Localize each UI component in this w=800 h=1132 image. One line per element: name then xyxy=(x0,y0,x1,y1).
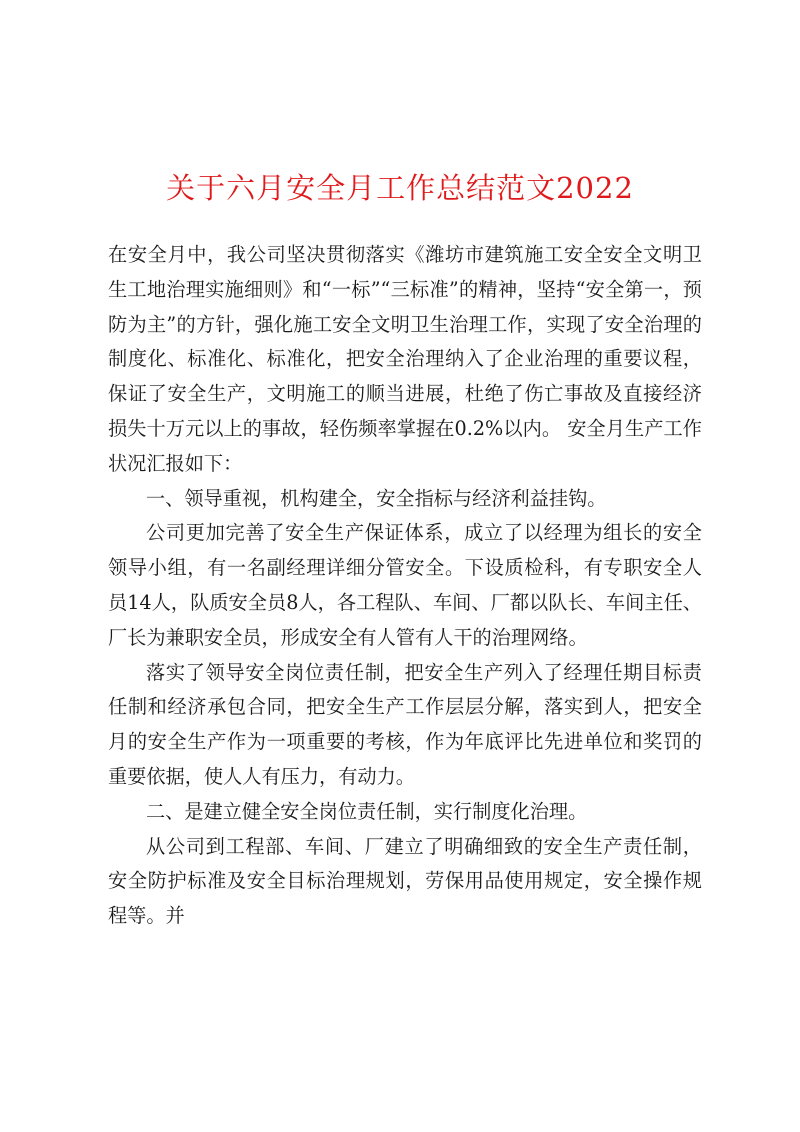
section-1-heading: 一、领导重视，机构建全，安全指标与经济利益挂钩。 xyxy=(146,486,607,510)
document-body xyxy=(108,238,702,934)
document-title: 关于六月安全月工作总结范文2022 xyxy=(166,171,634,205)
section-1-paragraph-1: 公司更加完善了安全生产保证体系，成立了以经理为组长的安全领导小组，有一名副经理详细分管安全。下设质检科，有专职安全人员14人，队质安全员8人，各工程队、车间、厂都以队长、车间主任、厂长为兼职安全员，形成安全有人管有人干的治理网络。 xyxy=(108,521,702,649)
section-2-heading: 二、是建立健全安全岗位责任制，实行制度化治理。 xyxy=(146,799,588,823)
section-2-paragraph-1: 从公司到工程部、车间、厂建立了明确细致的安全生产责任制，安全防护标准及安全目标治理规划，劳保用品使用规定，安全操作规程等。并 xyxy=(108,834,702,928)
section-1-paragraph-2: 落实了领导安全岗位责任制，把安全生产列入了经理任期目标责任制和经济承包合同，把安全生产工作层层分解，落实到人，把安全月的安全生产作为一项重要的考核，作为年底评比先进单位和奖罚的重要依据，使人人有压力，有动力。 xyxy=(108,660,702,788)
paragraph-intro: 在安全月中，我公司坚决贯彻落实《潍坊市建筑施工安全安全文明卫生工地治理实施细则》和“一标”“三标准”的精神，坚持“安全第一，预防为主”的方针，强化施工安全文明卫生治理工作，实现了安全治理的制度化、标准化、标准化，把安全治理纳入了企业治理的重要议程，保证了安全生产，文明施工的顺当进展，杜绝了伤亡事故及直接经济损失十万元以上的事故，轻伤频率掌握在0.2%以内。 安全月生产工作状况汇报如下： xyxy=(108,243,702,475)
